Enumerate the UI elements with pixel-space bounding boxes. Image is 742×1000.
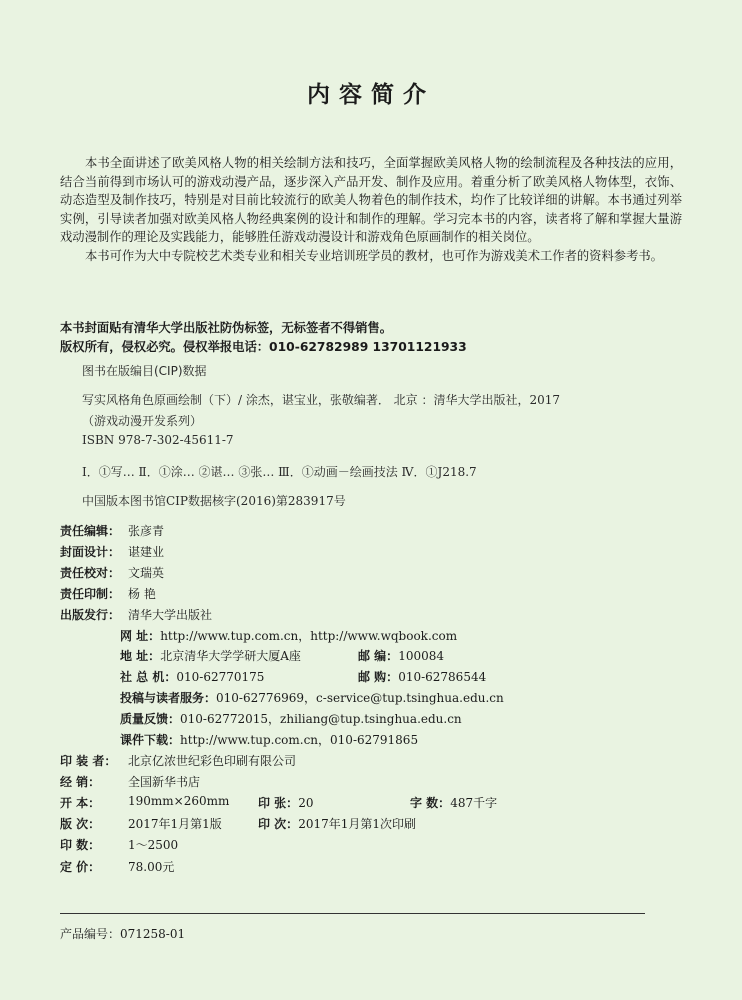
publisher-switchboard	[120, 668, 264, 685]
words-label: 字 数：	[410, 796, 451, 810]
publisher-courseware	[120, 731, 418, 748]
credit-value: 张彦青	[128, 524, 165, 538]
anti-counterfeit-notice: 本书封面贴有清华大学出版社防伪标签，无标签者不得销售。	[60, 321, 393, 335]
zip-value: 100084	[398, 649, 444, 663]
credit-value: 杨 艳	[128, 587, 156, 601]
cip-title-line: 写实风格角色原画绘制（下）/ 涂杰，谌宝业，张敬编著． 北京 ：清华大学出版社，2017	[82, 393, 561, 407]
printing-label: 印 次：	[258, 817, 299, 831]
cip-series: （游戏动漫开发系列）	[82, 414, 203, 428]
credit-value: 谌建业	[128, 545, 165, 559]
printer-value: 北京亿浓世纪彩色印刷有限公司	[128, 754, 297, 768]
page-title: 内容简介	[307, 82, 435, 108]
cip-heading: 图书在版编目(CIP)数据	[82, 364, 207, 378]
mail-order-label: 邮 购：	[358, 670, 399, 684]
printing-value: 2017年1月第1次印刷	[298, 817, 416, 831]
switchboard-value: 010-62770175	[176, 670, 265, 684]
credit-label: 责任编辑：	[60, 524, 121, 538]
cip-classification: Ⅰ．①写… Ⅱ．①涂… ②谌… ③张… Ⅲ．①动画－绘画技法 Ⅳ．①J218.7	[82, 465, 477, 479]
reader-service-label: 投稿与读者服务：	[120, 691, 217, 705]
copyright-notice: 版权所有，侵权必究。侵权举报电话：010-62782989 13701121933	[60, 340, 467, 354]
price-label: 定 价：	[60, 860, 101, 874]
sheets-item	[258, 794, 313, 811]
publisher-zip	[358, 647, 444, 664]
courseware-label: 课件下载：	[120, 733, 181, 747]
distributor-value: 全国新华书店	[128, 775, 201, 789]
address-value: 北京清华大学学研大厦A座	[160, 649, 301, 663]
synopsis	[60, 154, 682, 266]
printing-item	[258, 815, 416, 832]
zip-label: 邮 编：	[358, 649, 399, 663]
courseware-value: http://www.tup.com.cn，010-62791865	[180, 733, 419, 747]
website-value: http://www.tup.com.cn，http://www.wqbook.com	[160, 629, 458, 643]
credit-value: 文瑞英	[128, 566, 165, 580]
quality-feedback-value: 010-62772015，zhiliang@tup.tsinghua.edu.cn	[180, 712, 462, 726]
synopsis-paragraph-1: 本书全面讲述了欧美风格人物的相关绘制方法和技巧，全面掌握欧美风格人物的绘制流程及各种技法的应用，结合当前得到市场认可的游戏动漫产品，逐步深入产品开发、制作及应用。着重分析了欧美风格人物体型，衣饰、动态造型及制作技巧，特别是对目前比较流行的欧美人物着色的制作技术，均作了比较详细的讲解。本书通过列举实例，引导读者加强对欧美风格人物经典案例的设计和制作的理解。学习完本书的内容，读者将了解和掌握大量游戏动漫制作的理论及实践能力，能够胜任游戏动漫设计和游戏角色原画制作的相关岗位。	[60, 156, 682, 245]
publisher-mail-order	[358, 668, 486, 685]
publisher-reader-service	[120, 689, 504, 706]
publisher-website	[120, 627, 457, 644]
sheets-value: 20	[298, 796, 314, 810]
distributor-label: 经 销：	[60, 775, 101, 789]
words-item	[410, 794, 497, 811]
reader-service-value: 010-62776969，c-service@tup.tsinghua.edu.cn	[216, 691, 504, 705]
quality-feedback-label: 质量反馈：	[120, 712, 181, 726]
price-value: 78.00元	[128, 860, 175, 874]
edition-label: 版 次：	[60, 817, 101, 831]
mail-order-value: 010-62786544	[398, 670, 487, 684]
format-label: 开 本：	[60, 796, 101, 810]
copies-value: 1～2500	[128, 838, 179, 852]
credit-label: 责任印制：	[60, 587, 121, 601]
publisher-address	[120, 647, 301, 664]
edition-value: 2017年1月第1版	[128, 817, 222, 831]
synopsis-paragraph-2: 本书可作为大中专院校艺术类专业和相关专业培训班学员的教材，也可作为游戏美术工作者的资料参考书。	[85, 248, 663, 263]
printer-label: 印 装 者：	[60, 754, 117, 768]
credit-label: 责任校对：	[60, 566, 121, 580]
publisher-label: 出版发行：	[60, 608, 121, 622]
sheets-label: 印 张：	[258, 796, 299, 810]
publisher-quality-feedback	[120, 710, 462, 727]
publisher-name: 清华大学出版社	[128, 608, 213, 622]
product-code: 产品编号：071258-01	[60, 927, 186, 941]
divider	[60, 913, 645, 914]
address-label: 地 址：	[120, 649, 161, 663]
cip-record: 中国版本图书馆CIP数据核字(2016)第283917号	[82, 494, 346, 508]
words-value: 487千字	[450, 796, 498, 810]
website-label: 网 址：	[120, 629, 161, 643]
credit-label: 封面设计：	[60, 545, 121, 559]
cip-isbn: ISBN 978-7-302-45611-7	[82, 433, 234, 447]
switchboard-label: 社 总 机：	[120, 670, 177, 684]
format-value: 190mm×260mm	[128, 794, 230, 808]
copies-label: 印 数：	[60, 838, 101, 852]
